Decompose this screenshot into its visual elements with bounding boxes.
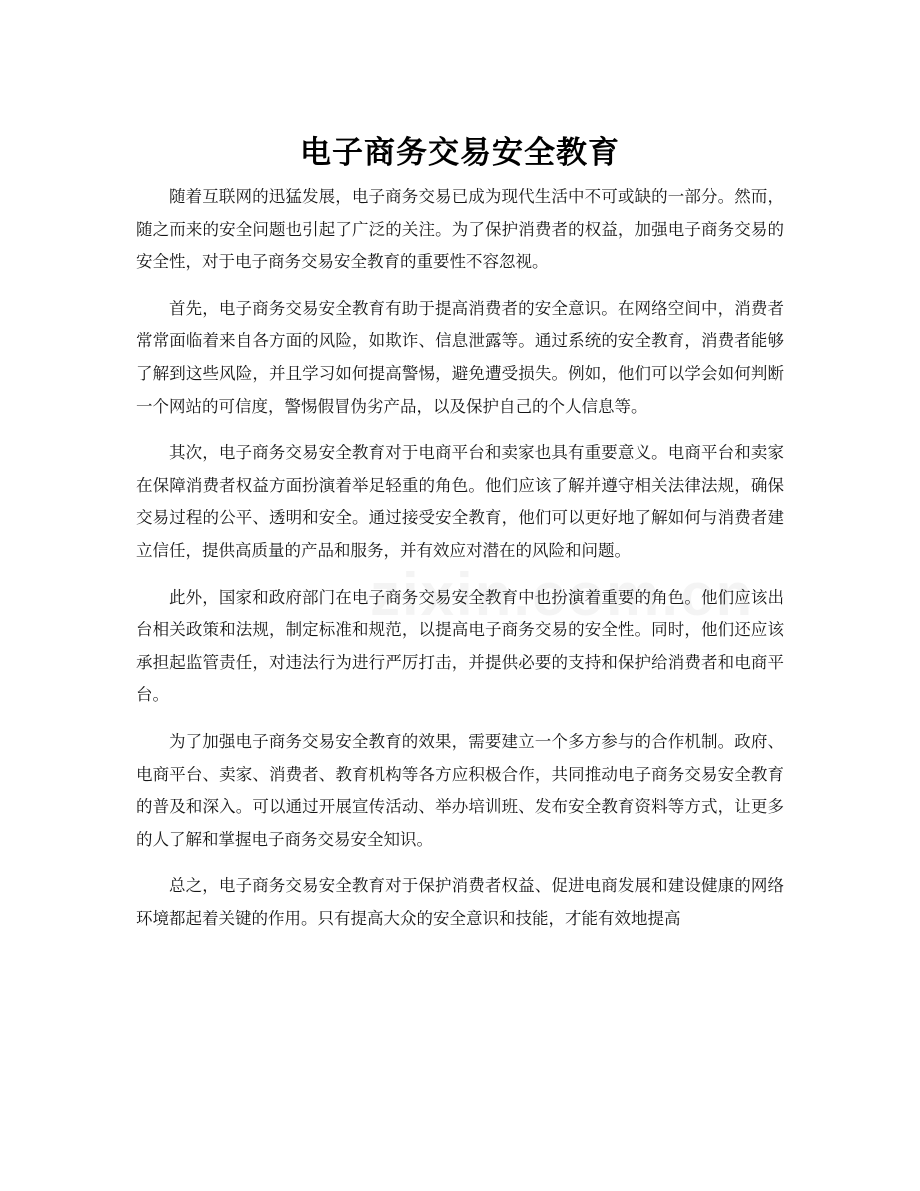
paragraph-intro: 随着互联网的迅猛发展，电子商务交易已成为现代生活中不可或缺的一部分。然而，随之而来的安全问题也引起了广泛的关注。为了保护消费者的权益，加强电子商务交易的安全性，对于电子商务交易安全教育的重要性不容忽视。 [136, 187, 784, 272]
document-title: 电子商务交易安全教育 [300, 134, 620, 171]
paragraph-consumers: 首先，电子商务交易安全教育有助于提高消费者的安全意识。在网络空间中，消费者常常面临着来自各方面的风险，如欺诈、信息泄露等。通过系统的安全教育，消费者能够了解到这些风险，并且学习如何提高警惕，避免遭受损失。例如，他们可以学会如何判断一个网站的可信度，警惕假冒伪劣产品，以及保护自己的个人信息等。 [136, 298, 784, 416]
paragraph-conclusion: 总之，电子商务交易安全教育对于保护消费者权益、促进电商发展和建设健康的网络环境都起着关键的作用。只有提高大众的安全意识和技能，才能有效地提高 [136, 876, 784, 928]
paragraph-platforms: 其次，电子商务交易安全教育对于电商平台和卖家也具有重要意义。电商平台和卖家在保障消费者权益方面扮演着举足轻重的角色。他们应该了解并遵守相关法律法规，确保交易过程的公平、透明和安全。通过接受安全教育，他们可以更好地了解如何与消费者建立信任，提供高质量的产品和服务，并有效应对潜在的风险和问题。 [136, 443, 784, 560]
paragraph-cooperation: 为了加强电子商务交易安全教育的效果，需要建立一个多方参与的合作机制。政府、电商平台、卖家、消费者、教育机构等各方应积极合作，共同推动电子商务交易安全教育的普及和深入。可以通过开展宣传活动、举办培训班、发布安全教育资料等方式，让更多的人了解和掌握电子商务交易安全知识。 [136, 731, 784, 849]
document-body [136, 181, 784, 949]
paragraph-government: 此外，国家和政府部门在电子商务交易安全教育中也扮演着重要的角色。他们应该出台相关政策和法规，制定标准和规范，以提高电子商务交易的安全性。同时，他们还应该承担起监管责任，对违法行为进行严厉打击，并提供必要的支持和保护给消费者和电商平台。 [136, 587, 784, 705]
